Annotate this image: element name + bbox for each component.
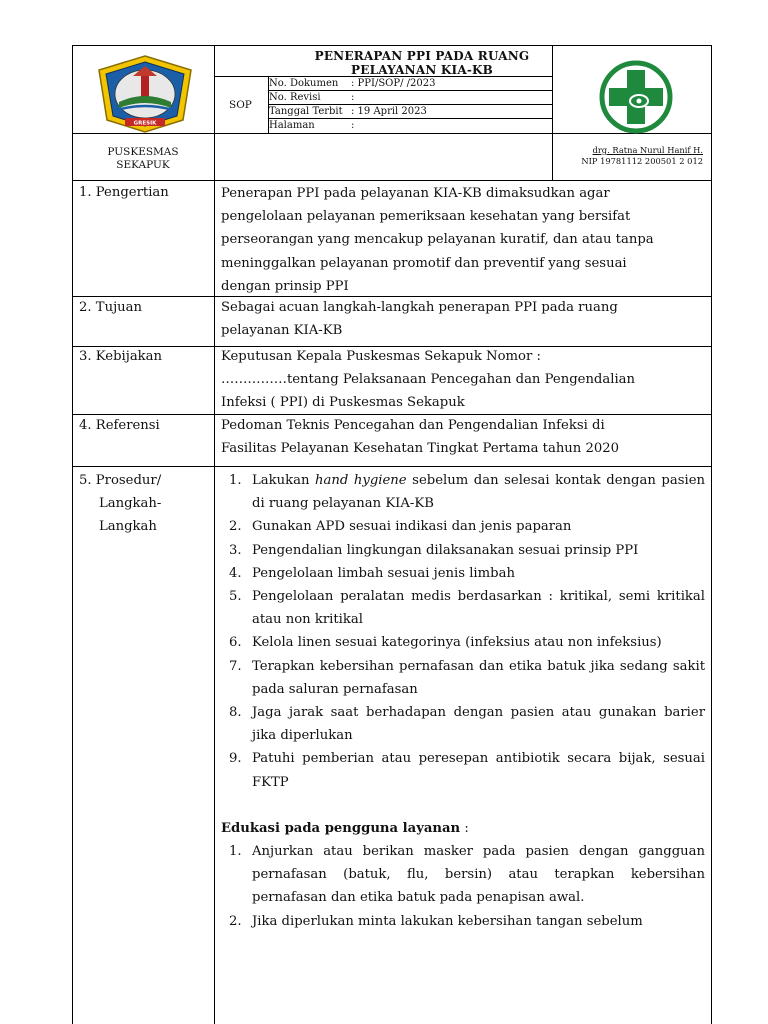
sop-label: SOP bbox=[229, 99, 252, 111]
step-number: 9. bbox=[229, 751, 242, 767]
education-heading: Edukasi pada pengguna layanan : bbox=[221, 820, 469, 836]
tujuan-line-2: pelayanan KIA-KB bbox=[221, 323, 343, 339]
emblem-caption: GRESIK bbox=[133, 120, 157, 127]
issue-date-row bbox=[269, 105, 427, 118]
pengertian-line-4: meninggalkan pelayanan promotif dan preventif yang sesuai bbox=[221, 255, 627, 271]
step-number: 6. bbox=[229, 635, 242, 651]
pengertian-line-1: Penerapan PPI pada pelayanan KIA-KB dimaksudkan agar bbox=[221, 186, 610, 201]
step-number: 7. bbox=[229, 658, 242, 674]
procedure-step: 2. Gunakan APD sesuai indikasi dan jenis paparan bbox=[221, 515, 705, 538]
procedure-step: 6. Kelola linen sesuai kategorinya (infeksius atau non infeksius) bbox=[221, 631, 705, 654]
pengertian-line-2: pengelolaan pelayanan pemeriksaan kesehatan yang bersifat bbox=[221, 209, 631, 225]
revision-label: No. Revisi bbox=[269, 92, 321, 103]
step-number: 4. bbox=[229, 565, 242, 581]
issue-date-label: Tanggal Terbit bbox=[269, 106, 343, 117]
education-step: 1. Anjurkan atau berikan masker pada pasien dengan gangguan pernafasan (batuk, flu, bersin) atau terapkan kebersihan pernafasan dan etika batuk pada penapisan awal. bbox=[221, 840, 705, 910]
signatory-block bbox=[581, 145, 703, 167]
procedure-step: 4. Pengelolaan limbah sesuai jenis limbah bbox=[221, 562, 705, 585]
section-text-referensi bbox=[221, 414, 705, 460]
pengertian-line-3: perseorangan yang mencakup pelayanan kuratif, dan atau tanpa bbox=[221, 232, 654, 248]
procedure-steps-list bbox=[221, 469, 705, 794]
prosedur-label-line-3: Langkah bbox=[99, 519, 157, 534]
procedure-step: 8. Jaga jarak saat berhadapan dengan pasien atau gunakan barier jika diperlukan bbox=[221, 701, 705, 747]
sop-body-table bbox=[72, 181, 712, 1024]
education-steps-list bbox=[221, 840, 705, 933]
step-number: 2. bbox=[229, 519, 242, 535]
kebijakan-line-1: Keputusan Kepala Puskesmas Sekapuk Nomor : bbox=[221, 349, 541, 364]
org-line-1: PUSKESMAS bbox=[107, 146, 179, 158]
kebijakan-line-3: Infeksi ( PPI) di Puskesmas Sekapuk bbox=[221, 395, 465, 411]
procedure-step: 3. Pengendalian lingkungan dilaksanakan sesuai prinsip PPI bbox=[221, 539, 705, 562]
document-title bbox=[283, 49, 561, 77]
doc-number-label: No. Dokumen bbox=[269, 78, 339, 89]
signatory-name: drg. Ratna Nurul Hanif H. bbox=[592, 145, 703, 155]
revision-value: : bbox=[351, 92, 355, 103]
referensi-line-1: Pedoman Teknis Pencegahan dan Pengendalian Infeksi di bbox=[221, 418, 605, 433]
procedure-step: 7. Terapkan kebersihan pernafasan dan etika batuk jika sedang sakit pada saluran pernafasan bbox=[221, 655, 705, 701]
step-number: 5. bbox=[229, 589, 242, 605]
section-label-prosedur bbox=[79, 469, 161, 538]
step-number: 8. bbox=[229, 705, 242, 721]
section-label-pengertian: 1. Pengertian bbox=[79, 185, 169, 200]
gresik-regency-emblem-icon bbox=[95, 54, 195, 134]
sop-header-table bbox=[72, 45, 712, 181]
doc-number-value: : PPI/SOP/ /2023 bbox=[351, 78, 436, 89]
procedure-step: 5. Pengelolaan peralatan medis berdasarkan : kritikal, semi kritikal atau non kritikal bbox=[221, 585, 705, 631]
organization-name bbox=[75, 146, 211, 172]
title-line-1: PENERAPAN PPI PADA RUANG bbox=[314, 49, 530, 63]
prosedur-label-line-2: Langkah- bbox=[99, 496, 162, 511]
prosedur-label-line-1: 5. Prosedur/ bbox=[79, 473, 162, 488]
procedure-step: 9. Patuhi pemberian atau peresepan antibiotik secara bijak, sesuai FKTP bbox=[221, 747, 705, 793]
pengertian-line-5: dengan prinsip PPI bbox=[221, 278, 349, 294]
doc-number-row bbox=[269, 77, 435, 90]
education-step: 2. Jika diperlukan minta lakukan kebersihan tangan sebelum bbox=[221, 910, 705, 933]
section-text-tujuan bbox=[221, 296, 705, 342]
referensi-line-2: Fasilitas Pelayanan Kesehatan Tingkat Pertama tahun 2020 bbox=[221, 441, 620, 457]
step-number: 3. bbox=[229, 542, 242, 558]
section-label-kebijakan: 3. Kebijakan bbox=[79, 349, 163, 364]
edu-step-number: 2. bbox=[229, 913, 242, 929]
section-text-pengertian bbox=[221, 182, 705, 298]
title-line-2: PELAYANAN KIA-KB bbox=[351, 63, 493, 77]
section-label-tujuan: 2. Tujuan bbox=[79, 300, 143, 315]
issue-date-value: : 19 April 2023 bbox=[351, 106, 427, 117]
kebijakan-line-2: ……………tentang Pelaksanaan Pencegahan dan Pengendalian bbox=[221, 372, 636, 388]
page-label: Halaman bbox=[269, 120, 315, 131]
org-line-2: SEKAPUK bbox=[116, 159, 170, 171]
tujuan-line-1: Sebagai acuan langkah-langkah penerapan PPI pada ruang bbox=[221, 300, 618, 315]
section-text-prosedur bbox=[221, 469, 705, 933]
section-text-kebijakan bbox=[221, 345, 705, 415]
section-label-referensi: 4. Referensi bbox=[79, 418, 160, 433]
edu-step-number: 1. bbox=[229, 844, 242, 860]
health-ministry-logo-icon bbox=[597, 58, 675, 136]
hand-hygiene-term: hand hygiene bbox=[315, 473, 407, 488]
revision-row bbox=[269, 91, 354, 104]
page-value: : bbox=[351, 120, 355, 131]
procedure-step: 1. Lakukan hand hygiene sebelum dan selesai kontak dengan pasien di ruang pelayanan KIA-KB bbox=[221, 469, 705, 515]
step-number: 1. bbox=[229, 473, 242, 488]
signatory-nip: NIP 19781112 200501 2 012 bbox=[581, 156, 703, 166]
page-row bbox=[269, 119, 354, 132]
